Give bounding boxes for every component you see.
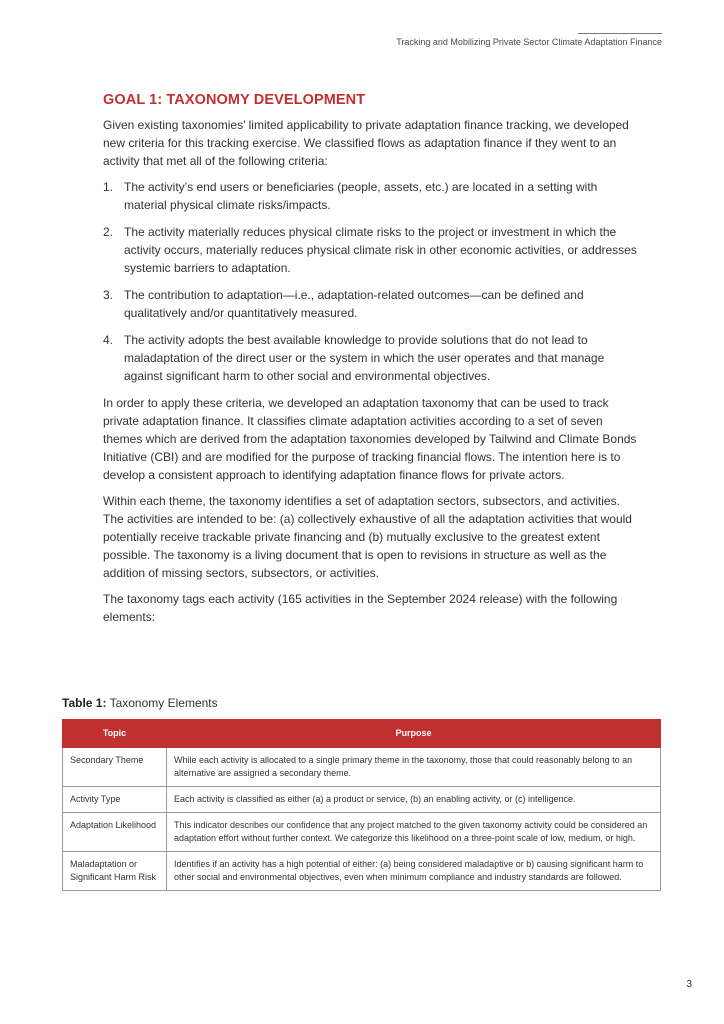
column-header-purpose: Purpose — [167, 720, 661, 748]
criteria-number: 3. — [103, 288, 114, 302]
purpose-cell: Each activity is classified as either (a) a product or service, (b) an enabling activity, or (c) intelligence. — [167, 787, 661, 813]
taxonomy-table — [62, 719, 661, 891]
body-paragraph: In order to apply these criteria, we developed an adaptation taxonomy that can be used to track private adaptation finance. It classifies climate adaptation activities according to a set of seven themes which are derived from the adaptation taxonomies developed by Tailwind and Climate Bonds Initiative (CBI) and are modified for the purpose of tracking financial flows. The intention here is to develop a consistent approach to identifying adaptation finance flows for private actors. — [103, 396, 637, 482]
table-caption — [62, 696, 218, 710]
topic-cell: Secondary Theme — [63, 748, 167, 787]
criteria-item — [103, 331, 643, 385]
page-number: 3 — [686, 979, 692, 990]
purpose-cell: This indicator describes our confidence that any project matched to the given taxonomy activity could be considered an adaptation effort without further context. We categorize this likelihood on a three-point scale of low, medium, or high. — [167, 813, 661, 852]
table-caption-label: Table 1: — [62, 696, 107, 710]
criteria-list — [103, 178, 643, 385]
table-row — [63, 748, 661, 787]
criteria-text: The activity adopts the best available knowledge to provide solutions that do not lead to maladaptation of the direct user or the system in which the user operates and that manage against significant harm to other social and environmental objectives. — [124, 333, 605, 383]
topic-cell: Activity Type — [63, 787, 167, 813]
criteria-item — [103, 223, 643, 277]
purpose-cell: Identifies if an activity has a high potential of either: (a) being considered maladaptive or b) causing significant harm to other social and environmental objectives, even when minimum compliance and industry standards are followed. — [167, 852, 661, 891]
table-row — [63, 813, 661, 852]
topic-cell: Adaptation Likelihood — [63, 813, 167, 852]
topic-cell: Maladaptation or Significant Harm Risk — [63, 852, 167, 891]
running-header: Tracking and Mobilizing Private Sector Climate Adaptation Finance — [396, 37, 662, 47]
criteria-number: 2. — [103, 225, 114, 239]
intro-paragraph: Given existing taxonomies’ limited applicability to private adaptation finance tracking, we developed new criteria for this tracking exercise. We classified flows as adaptation finance if they went to an activity that met all of the following criteria: — [103, 118, 629, 168]
purpose-cell: While each activity is allocated to a single primary theme in the taxonomy, those that could reasonably belong to an alternative are assigned a secondary theme. — [167, 748, 661, 787]
header-rule — [578, 33, 662, 34]
criteria-text: The contribution to adaptation—i.e., adaptation-related outcomes—can be defined and qualitatively and/or quantitatively measured. — [124, 288, 584, 320]
table-header-row — [63, 720, 661, 748]
table-row — [63, 852, 661, 891]
criteria-number: 1. — [103, 180, 114, 194]
criteria-item — [103, 178, 643, 214]
body-paragraph: The taxonomy tags each activity (165 activities in the September 2024 release) with the following elements: — [103, 592, 618, 624]
criteria-text: The activity materially reduces physical climate risks to the project or investment in which the activity occurs, materially reduces physical climate risk in other economic activities, or addresses systemic barriers to adaptation. — [124, 225, 637, 275]
section-heading: GOAL 1: TAXONOMY DEVELOPMENT — [103, 92, 366, 108]
column-header-topic: Topic — [63, 720, 167, 748]
criteria-item — [103, 286, 643, 322]
criteria-number: 4. — [103, 333, 114, 347]
body-paragraph: Within each theme, the taxonomy identifies a set of adaptation sectors, subsectors, and activities. The activities are intended to be: (a) collectively exhaustive of all the adaptation activities that would potentially receive trackable private financing and (b) mutually exclusive to the greatest extent possible. The taxonomy is a living document that is open to revisions in structure as well as the addition of missing sectors, subsectors, or activities. — [103, 494, 632, 580]
table-row — [63, 787, 661, 813]
criteria-text: The activity’s end users or beneficiaries (people, assets, etc.) are located in a setting with material physical climate risks/impacts. — [124, 180, 598, 212]
main-content — [103, 92, 643, 634]
table-caption-title: Taxonomy Elements — [106, 696, 218, 710]
